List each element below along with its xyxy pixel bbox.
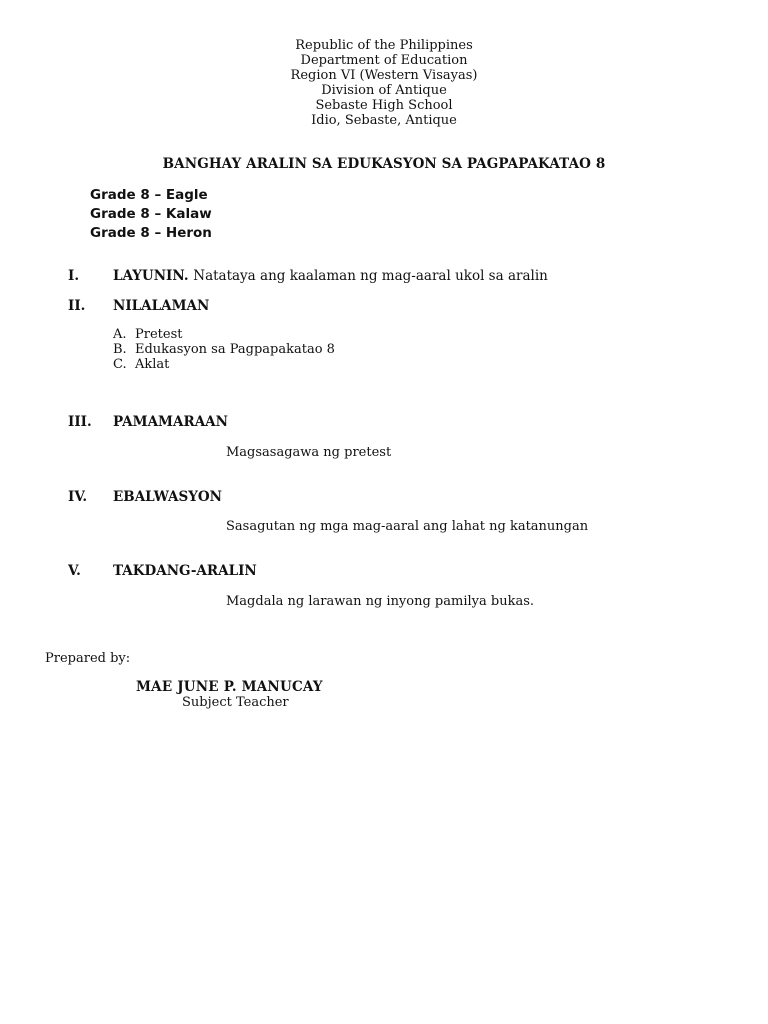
list-item-letter: C. <box>113 357 127 372</box>
list-item-text: Aklat <box>135 357 170 372</box>
section-heading-group <box>113 268 548 284</box>
document-header <box>0 38 768 128</box>
header-line-department: Department of Education <box>300 53 468 68</box>
document-title: BANGHAY ARALIN SA EDUKASYON SA PAGPAPAKATAO 8 <box>162 156 606 172</box>
header-line-address: Idio, Sebaste, Antique <box>311 113 457 128</box>
header-line-school: Sebaste High School <box>315 98 453 113</box>
section-numeral: III. <box>68 414 92 430</box>
grade-section-item: Grade 8 – Kalaw <box>90 206 212 222</box>
section-numeral: IV. <box>68 489 88 505</box>
section-heading: PAMAMARAAN <box>113 414 228 430</box>
header-line-republic: Republic of the Philippines <box>295 38 473 53</box>
section-numeral: I. <box>68 268 80 284</box>
grade-sections-list <box>90 186 212 243</box>
signer-name: MAE JUNE P. MANUCAY <box>136 679 323 695</box>
section-body-text: Magdala ng larawan ng inyong pamilya bukas. <box>226 594 535 609</box>
header-line-region: Region VI (Western Visayas) <box>290 68 478 83</box>
section-body-text: Magsasagawa ng pretest <box>226 445 392 460</box>
list-item-text: Edukasyon sa Pagpapakatao 8 <box>135 342 335 357</box>
grade-section-item: Grade 8 – Heron <box>90 225 212 241</box>
list-item-text: Pretest <box>135 327 183 342</box>
section-objective-text: Natataya ang kaalaman ng mag-aaral ukol sa aralin <box>193 268 548 284</box>
header-line-division: Division of Antique <box>321 83 447 98</box>
grade-section-item: Grade 8 – Eagle <box>90 187 208 203</box>
list-item-letter: B. <box>113 342 127 357</box>
section-heading: TAKDANG-ARALIN <box>113 563 257 579</box>
section-numeral: II. <box>68 298 86 314</box>
section-body-text: Sasagutan ng mga mag-aaral ang lahat ng katanungan <box>226 519 589 534</box>
signer-role: Subject Teacher <box>182 695 289 710</box>
section-heading: NILALAMAN <box>113 298 210 314</box>
prepared-by-label: Prepared by: <box>45 651 131 666</box>
section-heading: LAYUNIN. <box>113 268 189 284</box>
section-numeral: V. <box>68 563 81 579</box>
section-heading: EBALWASYON <box>113 489 223 505</box>
list-item-letter: A. <box>113 327 127 342</box>
